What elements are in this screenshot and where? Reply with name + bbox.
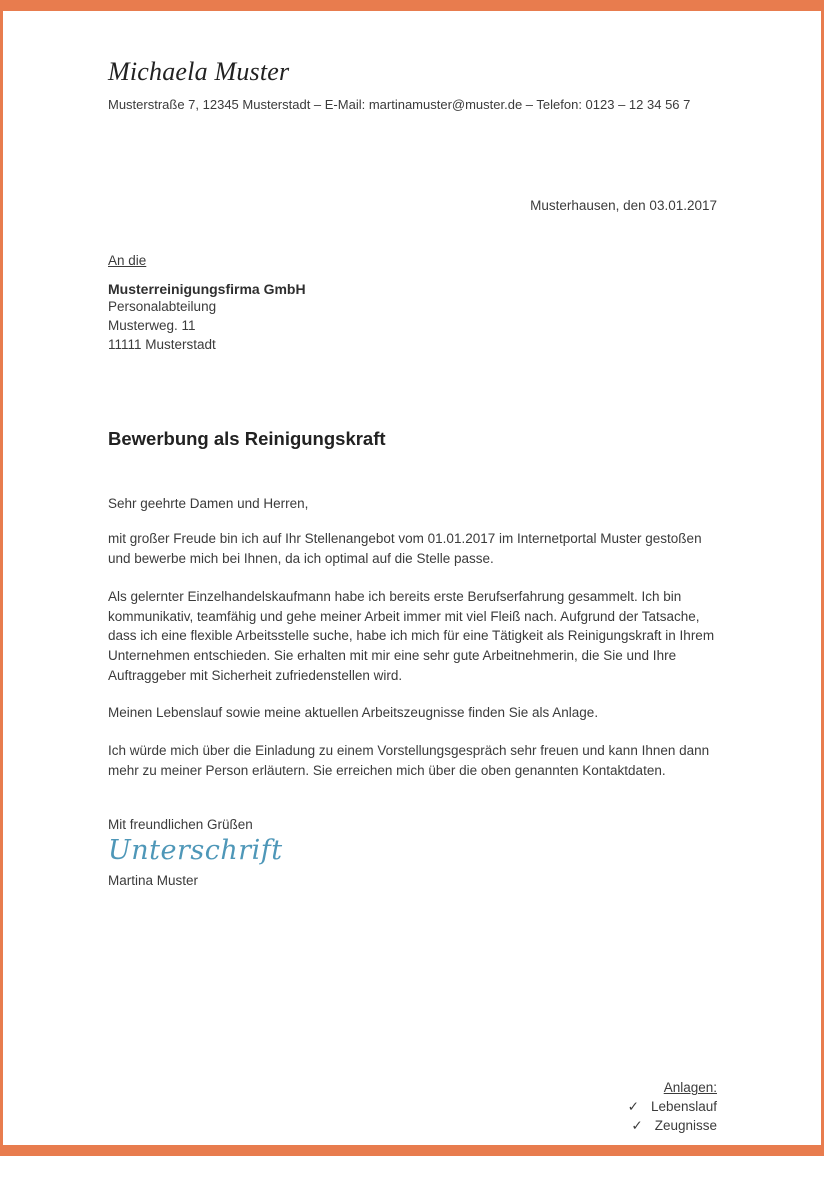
subject-line: Bewerbung als Reinigungskraft	[108, 428, 386, 450]
attachments-block	[628, 1080, 717, 1136]
recipient-company: Musterreinigungsfirma GmbH	[108, 281, 306, 297]
closing-line: Mit freundlichen Grüßen	[108, 816, 253, 832]
attachment-label: Zeugnisse	[654, 1118, 717, 1134]
sender-contact-line: Musterstraße 7, 12345 Musterstadt – E-Mail: martinamuster@muster.de – Telefon: 0123 – 12 34 56 7	[108, 97, 691, 112]
body-paragraph: mit großer Freude bin ich auf Ihr Stellenangebot vom 01.01.2017 im Internetportal Muster gestoßen und bewerbe mich bei Ihnen, da ich optimal auf die Stelle passe.	[108, 531, 702, 567]
handwritten-signature: Unterschrift	[108, 834, 283, 866]
checkmark-icon: ✓	[627, 1099, 639, 1115]
signed-name: Martina Muster	[108, 872, 199, 888]
attachment-item	[628, 1117, 717, 1136]
attachment-label: Lebenslauf	[650, 1099, 717, 1115]
recipient-street: Musterweg. 11	[108, 318, 196, 334]
attachments-title: Anlagen:	[663, 1080, 717, 1096]
recipient-city: 11111 Musterstadt	[108, 337, 216, 353]
recipient-salutation: An die	[108, 253, 147, 268]
attachment-item	[628, 1098, 717, 1117]
body-paragraph: Meinen Lebenslauf sowie meine aktuellen Arbeitszeugnisse finden Sie als Anlage.	[108, 705, 599, 721]
greeting: Sehr geehrte Damen und Herren,	[108, 496, 309, 512]
checkmark-icon: ✓	[631, 1118, 643, 1134]
sender-name: Michaela Muster	[108, 57, 290, 86]
date-line: Musterhausen, den 03.01.2017	[530, 198, 717, 213]
body-paragraph: Als gelernter Einzelhandelskaufmann habe ich bereits erste Berufserfahrung gesammelt. Ich bin kommunikativ, teamfähig und gehe meiner Arbeit immer mit viel Fleiß nach. Aufgrund der Tatsache, dass ich eine flexible Arbeitsstelle suche, habe ich mich für eine Tätigkeit als Reinigungskraft in Ihrem Unternehmen entschieden. Sie erhalten mit mir eine sehr gute Arbeitnehmerin, die Sie und Ihre Auftraggeber mit Sicherheit zufriedenstellen wird.	[108, 588, 715, 683]
body-paragraph: Ich würde mich über die Einladung zu einem Vorstellungsgespräch sehr freuen und kann Ihnen dann mehr zu meiner Person erläutern. Sie erreichen mich über die oben genannten Kontaktdaten.	[108, 743, 710, 778]
letter-content	[3, 57, 821, 1191]
recipient-department: Personalabteilung	[108, 299, 217, 314]
